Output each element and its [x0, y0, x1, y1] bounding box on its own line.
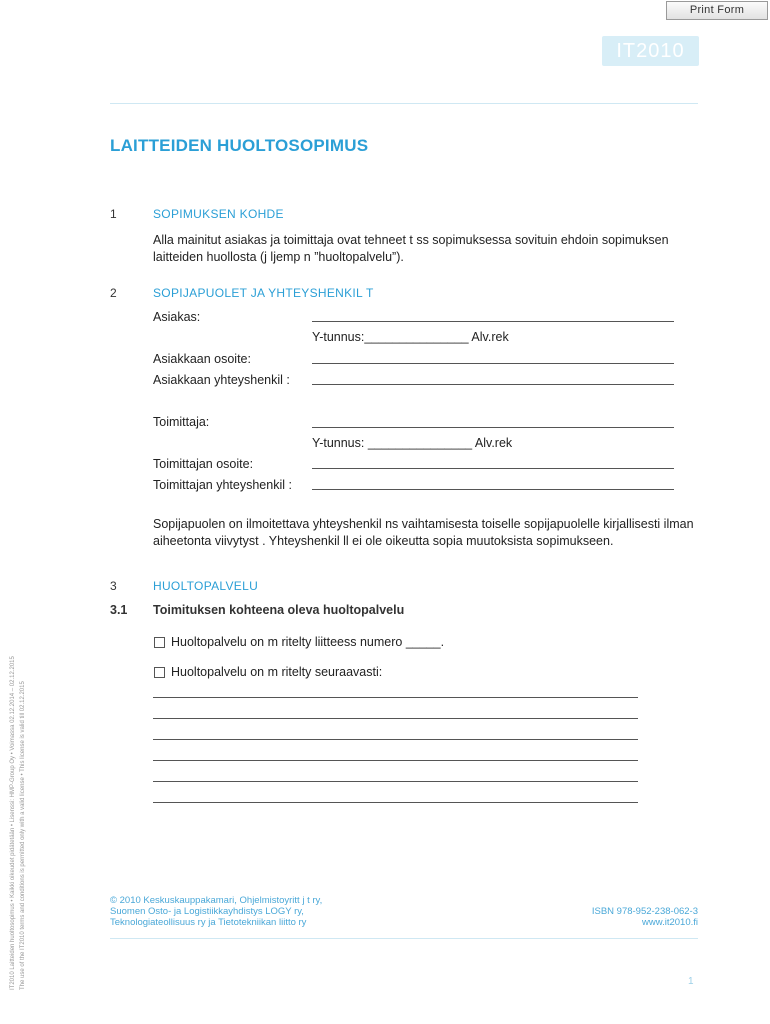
section-2-number: 2	[110, 286, 117, 300]
contact-change-note-line2: aiheetonta viivytyst . Yhteyshenkil ll ei ole oikeutta sopia muutoksista sopimukseen.	[153, 534, 614, 548]
customer-contact-field[interactable]	[312, 384, 674, 385]
customer-name-field[interactable]	[312, 321, 674, 322]
supplier-contact-field[interactable]	[312, 489, 674, 490]
page-number: 1	[688, 976, 694, 987]
supplier-name-field[interactable]	[312, 427, 674, 428]
footer-url[interactable]: www.it2010.fi	[642, 917, 698, 928]
section-1-body-line1: Alla mainitut asiakas ja toimittaja ovat tehneet t ss sopimuksessa sovituin ehdoin sopimuksen	[153, 233, 669, 247]
license-sidebar	[8, 290, 28, 990]
license-sidebar-line2: The use of the IT2010 terms and conditions is permitted only with a valid license • This license is valid till 02.12.2015	[20, 681, 26, 990]
subsection-3-1-heading: Toimituksen kohteena oleva huoltopalvelu	[153, 603, 405, 617]
supplier-address-field[interactable]	[312, 468, 674, 469]
customer-contact-label: Asiakkaan yhteyshenkil :	[153, 373, 290, 387]
customer-address-label: Asiakkaan osoite:	[153, 352, 251, 366]
footer-copyright-line2: Suomen Osto- ja Logistiikkayhdistys LOGY ry,	[110, 906, 304, 917]
option-described-checkbox[interactable]	[154, 667, 165, 678]
footer-divider	[110, 938, 698, 939]
supplier-label: Toimittaja:	[153, 415, 210, 429]
section-3-number: 3	[110, 579, 117, 593]
footer-copyright-line3: Teknologiateollisuus ry ja Tietotekniikan liitto ry	[110, 917, 307, 928]
description-line-5[interactable]	[153, 781, 638, 782]
customer-address-field[interactable]	[312, 363, 674, 364]
section-1-heading: SOPIMUKSEN KOHDE	[153, 207, 284, 221]
customer-ytunnus-field[interactable]: Y-tunnus:_______________ Alv.rek	[312, 330, 509, 344]
option-described-label: Huoltopalvelu on m ritelty seuraavasti:	[171, 665, 383, 679]
section-1-number: 1	[110, 207, 117, 221]
footer-isbn: ISBN 978-952-238-062-3	[591, 906, 698, 917]
section-3-heading: HUOLTOPALVELU	[153, 579, 259, 593]
subsection-3-1-number: 3.1	[110, 603, 128, 617]
description-line-1[interactable]	[153, 697, 638, 698]
description-line-4[interactable]	[153, 760, 638, 761]
option-appendix-checkbox[interactable]	[154, 637, 165, 648]
footer-copyright-line1: © 2010 Keskuskauppakamari, Ohjelmistoyritt j t ry,	[110, 895, 323, 906]
header-divider	[110, 103, 698, 104]
contact-change-note-line1: Sopijapuolen on ilmoitettava yhteyshenkil ns vaihtamisesta toiselle sopijapuolelle kirjallisesti ilman	[153, 517, 694, 531]
customer-label: Asiakas:	[153, 310, 201, 324]
page-title: LAITTEIDEN HUOLTOSOPIMUS	[110, 136, 369, 155]
description-line-6[interactable]	[153, 802, 638, 803]
supplier-ytunnus-field[interactable]: Y-tunnus: _______________ Alv.rek	[312, 436, 513, 450]
description-line-3[interactable]	[153, 739, 638, 740]
print-form-button[interactable]: Print Form	[666, 1, 768, 20]
it2010-logo: IT2010	[602, 36, 699, 66]
section-1-body-line2: laitteiden huollosta (j ljemp n ”huoltopalvelu”).	[153, 250, 404, 264]
supplier-contact-label: Toimittajan yhteyshenkil :	[153, 478, 292, 492]
section-2-heading: SOPIJAPUOLET JA YHTEYSHENKIL T	[153, 286, 374, 300]
description-line-2[interactable]	[153, 718, 638, 719]
option-appendix-label: Huoltopalvelu on m ritelty liitteess numero _____.	[171, 635, 445, 649]
supplier-address-label: Toimittajan osoite:	[153, 457, 254, 471]
license-sidebar-line1: IT2010 Laitteiden huoltosopimus • Kaikki oikeudet pidätetään • Lisenssi: HMP-Group Oy • Voimassa 02.12.2014 – 02.12.2015	[10, 656, 16, 990]
